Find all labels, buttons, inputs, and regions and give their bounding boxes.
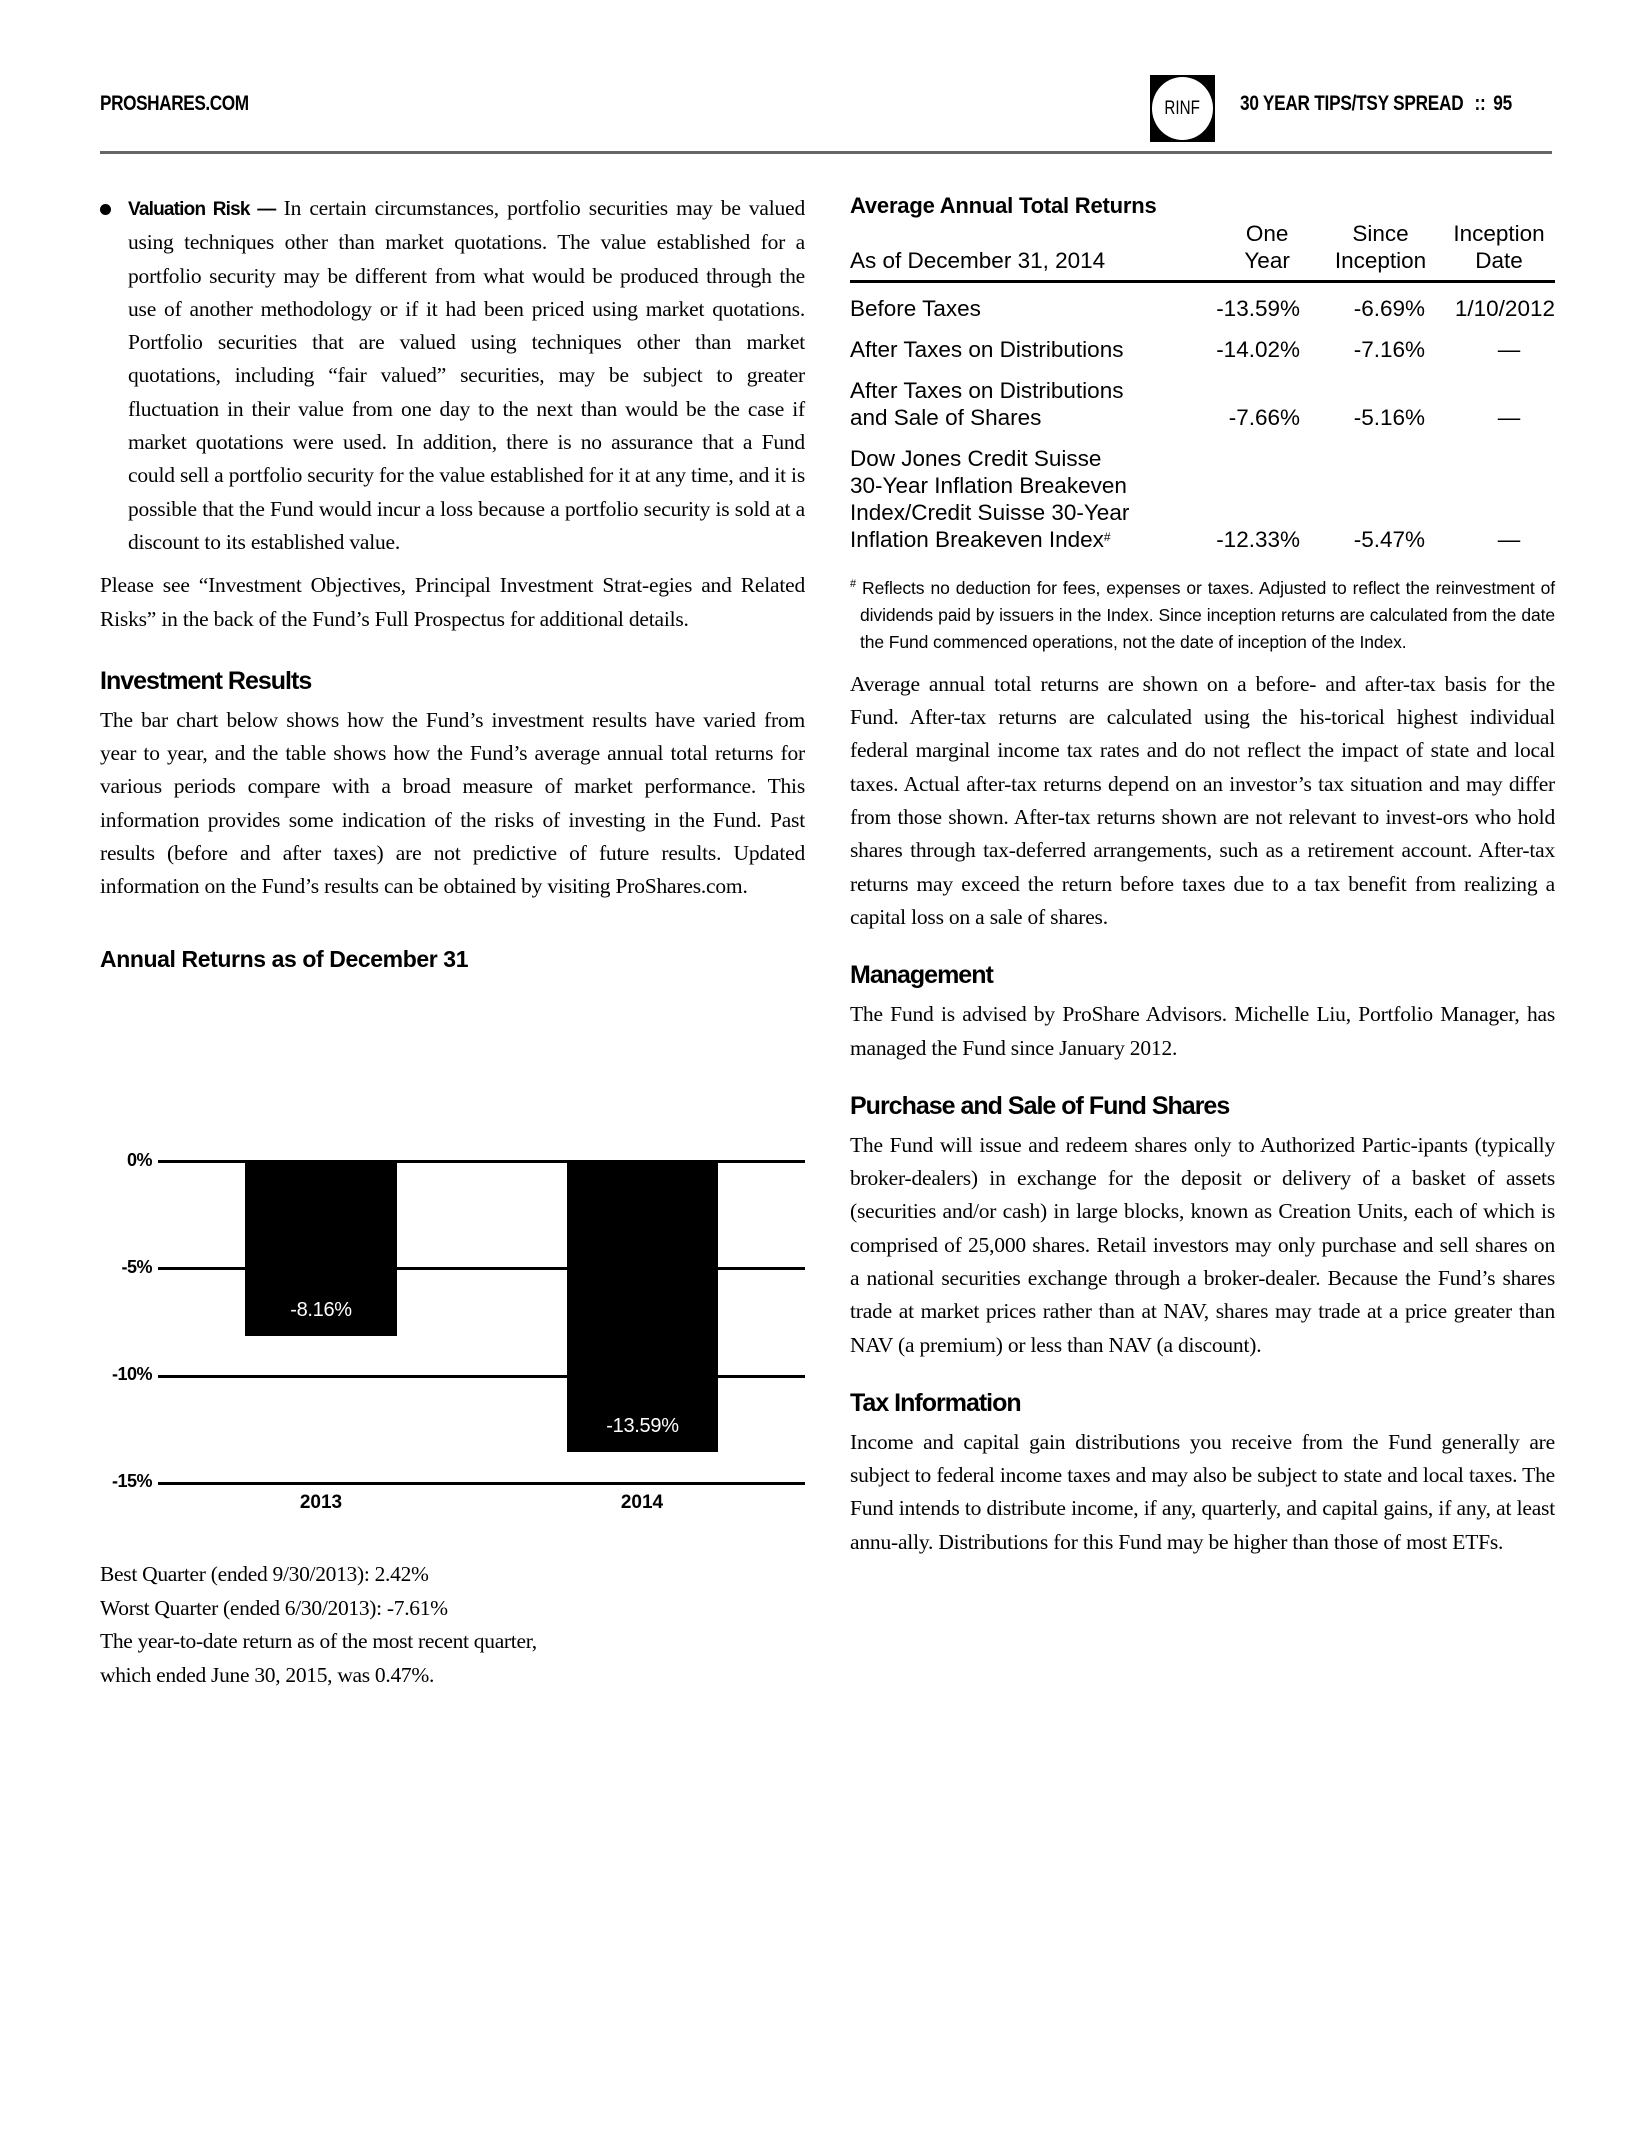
running-header [1240,92,1512,116]
table-row [850,367,1555,435]
bar-label-2014: -13.59% [606,1415,679,1437]
col-header-as-of: As of December 31, 2014 [850,220,1216,282]
valuation-risk-text: In certain circumstances, portfolio securities may be valued using techniques other than market quotations. The value established for a portfolio security may be different from what would be produced through the use of another methodology or if it had been priced using market quotations. Portfolio securities that are valued using techniques other than market quotations, including “fair valued” securities, may be subject to greater fluctuation in their value from one day to the next than would be the case if market quotations were used. In addition, there is no assurance that a Fund could sell a portfolio security for the value established for it at any time, and it is possible that the Fund would incur a loss because a portfolio security is sold at a discount to its established value. [128,196,805,554]
ticker-badge [1150,75,1215,142]
one-year-value: -14.02% [1216,337,1300,362]
inception-date-value: — [1497,405,1521,430]
table-row [850,435,1555,557]
purchase-sale-heading: Purchase and Sale of Fund Shares [850,1091,1230,1120]
purchase-sale-text: The Fund will issue and redeem shares only to Authorized Partic-ipants (typically broker-dealers) in exchange for the deposit or delivery of a basket of assets (securities and/or cash) in large blocks, known as Creation Units, each of which is comprised of 25,000 shares. Retail investors may only purchase and sell shares on a national securities exchange through a broker-dealer. Because the Fund’s shares trade at market prices rather than at NAV, shares may trade at a price greater than NAV (a premium) or less than NAV (a discount). [850,1132,1555,1357]
returns-table [850,220,1555,557]
one-year-value: -7.66% [1228,405,1300,430]
since-inception-value: -5.47% [1353,527,1425,552]
investment-results-heading: Investment Results [100,666,312,695]
y-tick-minus15: -15% [111,1471,152,1491]
since-inception-value: -5.16% [1353,405,1425,430]
site-name: PROSHARES.COM [100,92,249,115]
bar-2014 [567,1160,718,1452]
valuation-risk-bullet [100,192,805,559]
footnote-marker: # [1103,530,1111,544]
row-label: Before Taxes [850,296,981,321]
col-header-inception-date: Inception Date [1443,220,1555,282]
row-label: After Taxes on Distributions [850,337,1124,362]
bar-2013 [245,1160,397,1336]
x-tick-2013: 2013 [299,1492,343,1513]
ytd-return-line2: which ended June 30, 2015, was 0.47%. [100,1662,435,1687]
header-rule [100,151,1552,154]
table-header-row [850,220,1555,282]
ytd-return-line1: The year-to-date return as of the most recent quarter, [100,1629,537,1653]
row-label: After Taxes on Distributions and Sale of Shares [850,378,1124,430]
gridline-minus15 [158,1482,805,1485]
tax-information-heading: Tax Information [850,1388,1021,1417]
left-column [100,192,805,973]
since-inception-value: -6.69% [1353,296,1425,321]
footnote-marker: # [850,578,857,590]
annual-returns-chart [100,1140,810,1530]
returns-table-title: Average Annual Total Returns [850,193,1157,218]
ticker-badge-circle [1152,77,1213,140]
worst-quarter: Worst Quarter (ended 6/30/2013): -7.61% [100,1595,448,1620]
quarter-summary [100,1558,805,1692]
tax-information-text: Income and capital gain distributions you receive from the Fund generally are subject to federal income taxes and may also be subject to state and local taxes. The Fund intends to distribute income, if any, quarterly, and capital gains, if any, at least annu-ally. Distributions for this Fund may be higher than those of most ETFs. [850,1429,1555,1554]
page-number: 95 [1493,92,1512,115]
after-tax-paragraph: Average annual total returns are shown on a before- and after-tax basis for the Fund. After-tax returns are calculated using the his-torical highest individual federal marginal income tax rates and do not reflect the impact of state and local taxes. Actual after-tax returns depend on an investor’s tax situation and may differ from those shown. After-tax returns shown are not relevant to invest-ors who hold shares through tax-deferred arrangements, such as a retirement account. After-tax returns may exceed the return before taxes due to a tax benefit from realizing a capital loss on a sale of shares. [850,671,1555,929]
best-quarter: Best Quarter (ended 9/30/2013): 2.42% [100,1562,429,1586]
inception-date-value: 1/10/2012 [1454,296,1555,321]
table-row [850,282,1555,327]
chart-title: Annual Returns as of December 31 [100,945,469,972]
one-year-value: -12.33% [1216,527,1300,552]
table-footnote [850,571,1555,656]
please-see-paragraph: Please see “Investment Objectives, Principal Investment Strat-egies and Related Risks” in the back of the Fund’s Full Prospectus for additional details. [100,573,805,631]
x-tick-2014: 2014 [620,1492,664,1513]
table-row [850,326,1555,367]
fund-title: 30 YEAR TIPS/TSY SPREAD [1240,92,1464,115]
since-inception-value: -7.16% [1353,337,1425,362]
investment-results-text: The bar chart below shows how the Fund’s investment results have varied from year to year, and the table shows how the Fund’s average annual total returns for various periods compare with a broad measure of market performance. This information provides some indication of the risks of investing in the Fund. Past results (before and after taxes) are not predictive of future results. Updated information on the Fund’s results can be obtained by visiting ProShares.com. [100,707,805,899]
right-column [850,192,1555,1559]
inception-date-value: — [1497,527,1521,552]
footnote-text: Reflects no deduction for fees, expenses or taxes. Adjusted to reflect the reinvestment of dividends paid by issuers in the Index. Since inception returns are calculated from the date the Fund commenced operations, not the date of inception of the Index. [860,577,1555,652]
col-header-one-year: One Year [1216,220,1318,282]
management-text: The Fund is advised by ProShare Advisors. Michelle Liu, Portfolio Manager, has managed the Fund since January 2012. [850,1002,1555,1060]
y-tick-minus10: -10% [111,1364,152,1384]
one-year-value: -13.59% [1216,296,1300,321]
header-separator: :: [1474,92,1486,115]
ticker-symbol: RINF [1164,97,1201,119]
management-heading: Management [850,961,993,990]
bullet-icon [100,204,111,215]
bar-label-2013: -8.16% [290,1299,352,1321]
valuation-risk-label: Valuation Risk — [128,199,276,220]
row-label: Dow Jones Credit Suisse 30-Year Inflation Breakeven Index/Credit Suisse 30-Year Inflation Breakeven Index# [850,446,1130,552]
inception-date-value: — [1497,337,1521,362]
col-header-since-inception: Since Inception [1318,220,1443,282]
y-tick-0: 0% [126,1150,152,1170]
y-tick-minus5: -5% [121,1257,152,1277]
